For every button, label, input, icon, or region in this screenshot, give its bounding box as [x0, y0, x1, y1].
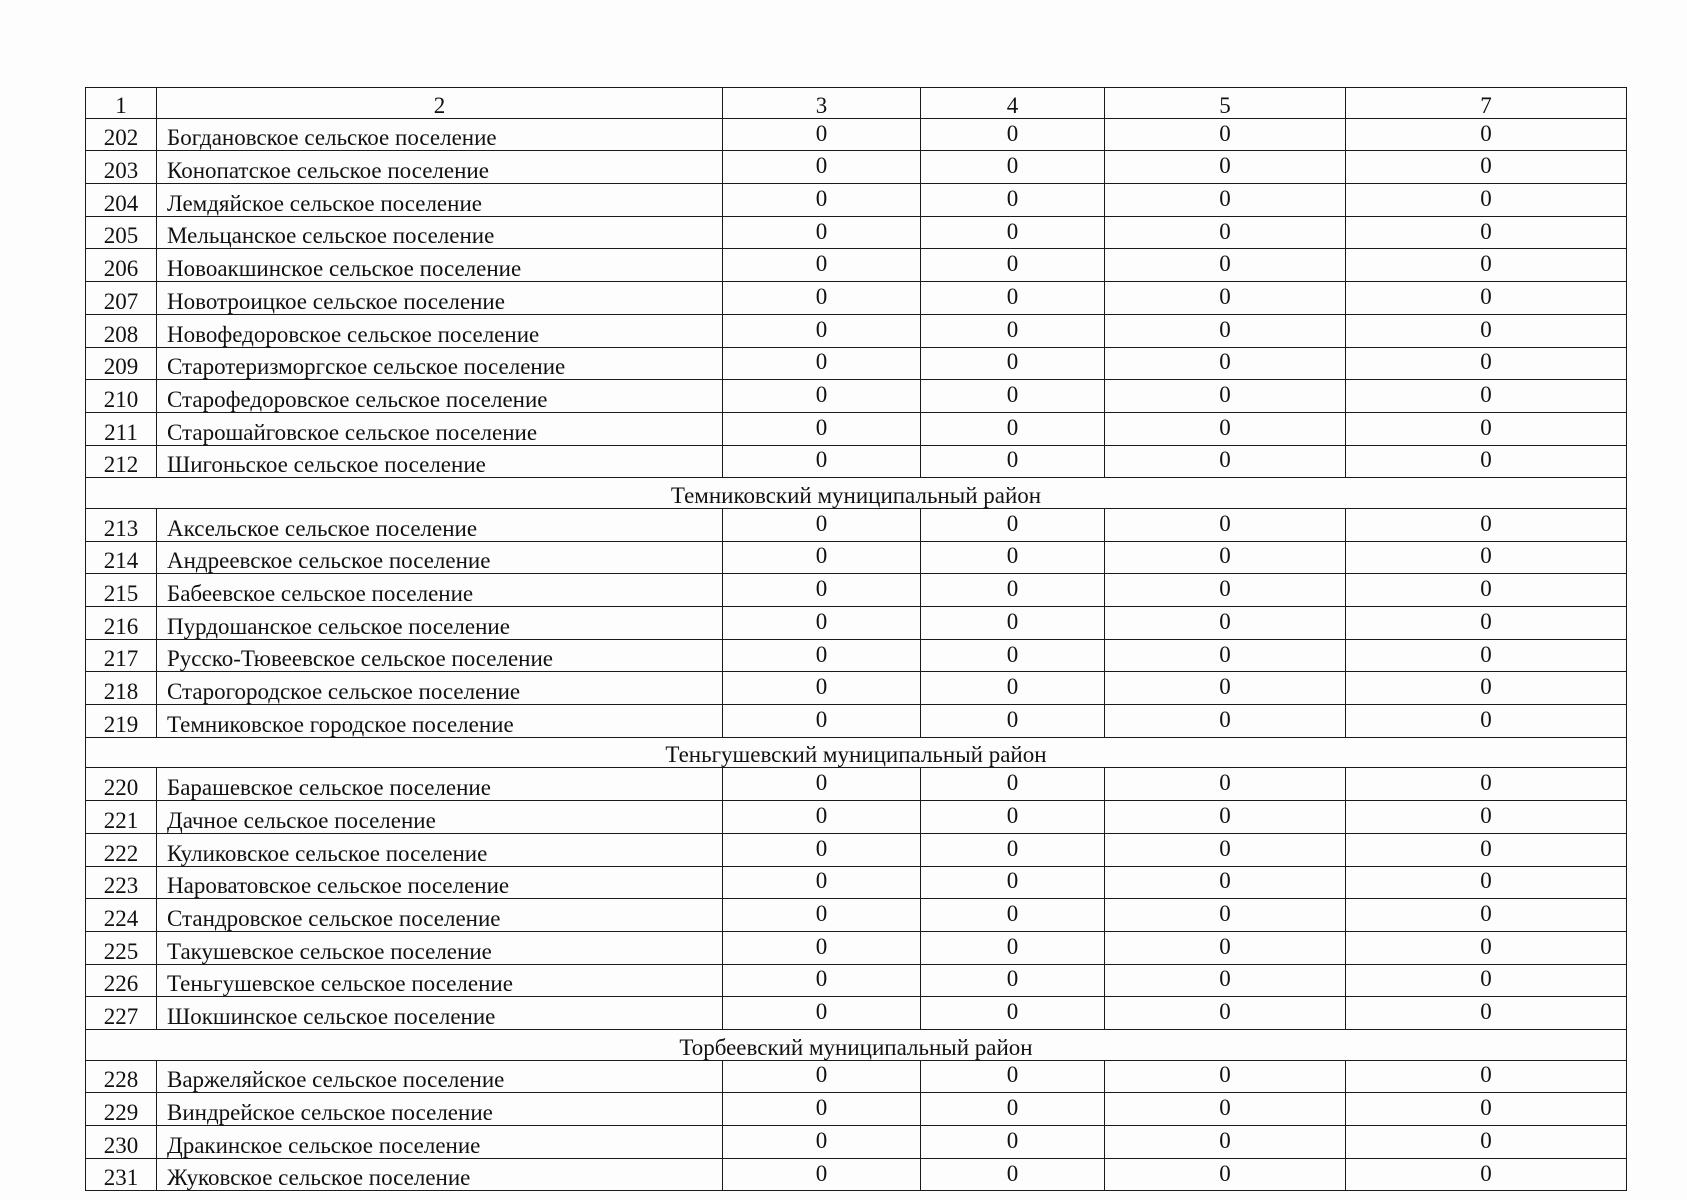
value-cell: 0	[723, 899, 921, 932]
table-row	[86, 249, 1627, 282]
district-title: Темниковский муниципальный район	[86, 478, 1627, 509]
row-number: 231	[86, 1158, 157, 1191]
value-cell: 0	[921, 899, 1105, 932]
row-number: 220	[86, 768, 157, 801]
value-cell: 0	[723, 705, 921, 738]
value-cell: 0	[1346, 216, 1627, 249]
value-cell: 0	[921, 282, 1105, 315]
value-cell: 0	[1346, 151, 1627, 184]
value-cell: 0	[723, 801, 921, 834]
table-row	[86, 118, 1627, 151]
row-number: 215	[86, 574, 157, 607]
row-number: 221	[86, 801, 157, 834]
value-cell: 0	[723, 833, 921, 866]
value-cell: 0	[921, 118, 1105, 151]
district-section-row	[86, 1029, 1627, 1060]
column-header-1: 1	[86, 88, 157, 119]
value-cell: 0	[1105, 412, 1346, 445]
value-cell: 0	[1105, 1126, 1346, 1159]
value-cell: 0	[1346, 964, 1627, 997]
value-cell: 0	[1105, 1093, 1346, 1126]
table-row	[86, 607, 1627, 640]
value-cell: 0	[1105, 866, 1346, 899]
row-number: 203	[86, 151, 157, 184]
row-number: 202	[86, 118, 157, 151]
row-number: 225	[86, 931, 157, 964]
table-row	[86, 347, 1627, 380]
value-cell: 0	[921, 672, 1105, 705]
table-row	[86, 445, 1627, 478]
row-number: 218	[86, 672, 157, 705]
value-cell: 0	[723, 768, 921, 801]
value-cell: 0	[921, 249, 1105, 282]
settlement-name: Лемдяйское сельское поселение	[157, 184, 723, 217]
settlement-name: Старофедоровское сельское поселение	[157, 380, 723, 413]
value-cell: 0	[1346, 249, 1627, 282]
value-cell: 0	[1346, 607, 1627, 640]
row-number: 216	[86, 607, 157, 640]
table-row	[86, 216, 1627, 249]
value-cell: 0	[1346, 380, 1627, 413]
settlement-name: Аксельское сельское поселение	[157, 508, 723, 541]
value-cell: 0	[921, 1158, 1105, 1191]
value-cell: 0	[723, 1158, 921, 1191]
value-cell: 0	[1105, 964, 1346, 997]
value-cell: 0	[921, 314, 1105, 347]
settlement-name: Барашевское сельское поселение	[157, 768, 723, 801]
value-cell: 0	[1346, 445, 1627, 478]
column-header-4: 4	[921, 88, 1105, 119]
value-cell: 0	[723, 282, 921, 315]
column-header-3: 3	[723, 88, 921, 119]
settlement-name: Мельцанское сельское поселение	[157, 216, 723, 249]
row-number: 228	[86, 1060, 157, 1093]
settlement-name: Конопатское сельское поселение	[157, 151, 723, 184]
value-cell: 0	[1105, 705, 1346, 738]
table-row	[86, 541, 1627, 574]
value-cell: 0	[723, 672, 921, 705]
column-header-5: 5	[1105, 88, 1346, 119]
table-row	[86, 1158, 1627, 1191]
district-section-row	[86, 478, 1627, 509]
value-cell: 0	[1105, 118, 1346, 151]
settlement-name: Пурдошанское сельское поселение	[157, 607, 723, 640]
value-cell: 0	[1105, 445, 1346, 478]
value-cell: 0	[1346, 118, 1627, 151]
table-row	[86, 931, 1627, 964]
settlement-name: Шигоньское сельское поселение	[157, 445, 723, 478]
value-cell: 0	[723, 118, 921, 151]
row-number: 213	[86, 508, 157, 541]
row-number: 224	[86, 899, 157, 932]
value-cell: 0	[1346, 768, 1627, 801]
value-cell: 0	[1346, 833, 1627, 866]
settlement-name: Темниковское городское поселение	[157, 705, 723, 738]
value-cell: 0	[1346, 574, 1627, 607]
value-cell: 0	[1346, 672, 1627, 705]
value-cell: 0	[921, 768, 1105, 801]
value-cell: 0	[1105, 833, 1346, 866]
value-cell: 0	[1105, 639, 1346, 672]
table-row	[86, 151, 1627, 184]
value-cell: 0	[1346, 314, 1627, 347]
value-cell: 0	[1346, 1093, 1627, 1126]
table-row	[86, 184, 1627, 217]
value-cell: 0	[723, 866, 921, 899]
value-cell: 0	[1346, 931, 1627, 964]
value-cell: 0	[723, 997, 921, 1030]
settlement-name: Нароватовское сельское поселение	[157, 866, 723, 899]
row-number: 210	[86, 380, 157, 413]
table-row	[86, 1093, 1627, 1126]
value-cell: 0	[723, 1126, 921, 1159]
value-cell: 0	[921, 964, 1105, 997]
table-row	[86, 672, 1627, 705]
settlement-name: Дачное сельское поселение	[157, 801, 723, 834]
settlement-name: Старогородское сельское поселение	[157, 672, 723, 705]
value-cell: 0	[1105, 347, 1346, 380]
value-cell: 0	[921, 1060, 1105, 1093]
value-cell: 0	[921, 705, 1105, 738]
settlement-name: Новотроицкое сельское поселение	[157, 282, 723, 315]
table-row	[86, 282, 1627, 315]
value-cell: 0	[921, 380, 1105, 413]
row-number: 214	[86, 541, 157, 574]
settlement-name: Русско-Тювеевское сельское поселение	[157, 639, 723, 672]
table-row	[86, 639, 1627, 672]
value-cell: 0	[1105, 672, 1346, 705]
settlement-name: Новофедоровское сельское поселение	[157, 314, 723, 347]
value-cell: 0	[921, 997, 1105, 1030]
settlement-name: Виндрейское сельское поселение	[157, 1093, 723, 1126]
value-cell: 0	[921, 347, 1105, 380]
value-cell: 0	[1346, 1060, 1627, 1093]
row-number: 207	[86, 282, 157, 315]
value-cell: 0	[921, 412, 1105, 445]
value-cell: 0	[1105, 1060, 1346, 1093]
table-row	[86, 964, 1627, 997]
settlement-name: Жуковское сельское поселение	[157, 1158, 723, 1191]
value-cell: 0	[1105, 931, 1346, 964]
district-title: Торбеевский муниципальный район	[86, 1029, 1627, 1060]
table-row	[86, 899, 1627, 932]
row-number: 226	[86, 964, 157, 997]
row-number: 219	[86, 705, 157, 738]
table-row	[86, 833, 1627, 866]
value-cell: 0	[1105, 1158, 1346, 1191]
value-cell: 0	[723, 151, 921, 184]
table-row	[86, 380, 1627, 413]
value-cell: 0	[1105, 801, 1346, 834]
district-title: Теньгушевский муниципальный район	[86, 737, 1627, 768]
value-cell: 0	[1105, 314, 1346, 347]
value-cell: 0	[1346, 1158, 1627, 1191]
row-number: 206	[86, 249, 157, 282]
value-cell: 0	[1105, 184, 1346, 217]
value-cell: 0	[1105, 768, 1346, 801]
table-row	[86, 1060, 1627, 1093]
table-row	[86, 412, 1627, 445]
value-cell: 0	[921, 801, 1105, 834]
value-cell: 0	[921, 639, 1105, 672]
value-cell: 0	[1346, 282, 1627, 315]
settlement-name: Стандровское сельское поселение	[157, 899, 723, 932]
value-cell: 0	[921, 931, 1105, 964]
value-cell: 0	[1105, 216, 1346, 249]
settlement-name: Варжеляйское сельское поселение	[157, 1060, 723, 1093]
value-cell: 0	[1346, 866, 1627, 899]
value-cell: 0	[1105, 282, 1346, 315]
value-cell: 0	[723, 574, 921, 607]
column-header-2: 2	[157, 88, 723, 119]
value-cell: 0	[1105, 541, 1346, 574]
value-cell: 0	[723, 541, 921, 574]
value-cell: 0	[1105, 380, 1346, 413]
row-number: 209	[86, 347, 157, 380]
value-cell: 0	[723, 964, 921, 997]
settlement-name: Андреевское сельское поселение	[157, 541, 723, 574]
value-cell: 0	[1346, 705, 1627, 738]
row-number: 211	[86, 412, 157, 445]
settlement-name: Дракинское сельское поселение	[157, 1126, 723, 1159]
value-cell: 0	[921, 216, 1105, 249]
value-cell: 0	[1346, 899, 1627, 932]
row-number: 230	[86, 1126, 157, 1159]
value-cell: 0	[1105, 607, 1346, 640]
value-cell: 0	[1346, 639, 1627, 672]
value-cell: 0	[1105, 574, 1346, 607]
value-cell: 0	[723, 445, 921, 478]
table-row	[86, 801, 1627, 834]
value-cell: 0	[921, 607, 1105, 640]
row-number: 205	[86, 216, 157, 249]
value-cell: 0	[921, 184, 1105, 217]
table-body	[86, 88, 1627, 1191]
column-header-row	[86, 88, 1627, 119]
row-number: 204	[86, 184, 157, 217]
settlement-name: Богдановское сельское поселение	[157, 118, 723, 151]
value-cell: 0	[1105, 899, 1346, 932]
table-row	[86, 866, 1627, 899]
value-cell: 0	[1346, 997, 1627, 1030]
row-number: 229	[86, 1093, 157, 1126]
value-cell: 0	[723, 249, 921, 282]
row-number: 208	[86, 314, 157, 347]
settlement-name: Старотеризморгское сельское поселение	[157, 347, 723, 380]
value-cell: 0	[1346, 347, 1627, 380]
settlement-name: Старошайговское сельское поселение	[157, 412, 723, 445]
value-cell: 0	[1105, 249, 1346, 282]
value-cell: 0	[723, 639, 921, 672]
row-number: 227	[86, 997, 157, 1030]
value-cell: 0	[1346, 412, 1627, 445]
value-cell: 0	[1346, 1126, 1627, 1159]
settlement-name: Такушевское сельское поселение	[157, 931, 723, 964]
value-cell: 0	[723, 607, 921, 640]
settlement-name: Теньгушевское сельское поселение	[157, 964, 723, 997]
table-row	[86, 768, 1627, 801]
settlement-name: Новоакшинское сельское поселение	[157, 249, 723, 282]
value-cell: 0	[1105, 151, 1346, 184]
row-number: 212	[86, 445, 157, 478]
district-section-row	[86, 737, 1627, 768]
column-header-7: 7	[1346, 88, 1627, 119]
value-cell: 0	[921, 151, 1105, 184]
settlements-table	[85, 87, 1627, 1191]
value-cell: 0	[723, 1093, 921, 1126]
value-cell: 0	[1346, 541, 1627, 574]
value-cell: 0	[723, 184, 921, 217]
row-number: 217	[86, 639, 157, 672]
row-number: 222	[86, 833, 157, 866]
value-cell: 0	[921, 508, 1105, 541]
value-cell: 0	[921, 833, 1105, 866]
table-row	[86, 705, 1627, 738]
value-cell: 0	[723, 216, 921, 249]
value-cell: 0	[723, 508, 921, 541]
table-row	[86, 508, 1627, 541]
value-cell: 0	[921, 1093, 1105, 1126]
value-cell: 0	[723, 347, 921, 380]
value-cell: 0	[1105, 508, 1346, 541]
table-row	[86, 1126, 1627, 1159]
value-cell: 0	[921, 866, 1105, 899]
row-number: 223	[86, 866, 157, 899]
value-cell: 0	[921, 1126, 1105, 1159]
value-cell: 0	[723, 380, 921, 413]
value-cell: 0	[723, 412, 921, 445]
value-cell: 0	[1346, 801, 1627, 834]
settlement-name: Куликовское сельское поселение	[157, 833, 723, 866]
table-row	[86, 314, 1627, 347]
value-cell: 0	[1105, 997, 1346, 1030]
value-cell: 0	[723, 931, 921, 964]
table-row	[86, 997, 1627, 1030]
value-cell: 0	[1346, 508, 1627, 541]
value-cell: 0	[723, 1060, 921, 1093]
value-cell: 0	[723, 314, 921, 347]
value-cell: 0	[1346, 184, 1627, 217]
settlement-name: Шокшинское сельское поселение	[157, 997, 723, 1030]
table-row	[86, 574, 1627, 607]
value-cell: 0	[921, 574, 1105, 607]
value-cell: 0	[921, 445, 1105, 478]
settlement-name: Бабеевское сельское поселение	[157, 574, 723, 607]
value-cell: 0	[921, 541, 1105, 574]
